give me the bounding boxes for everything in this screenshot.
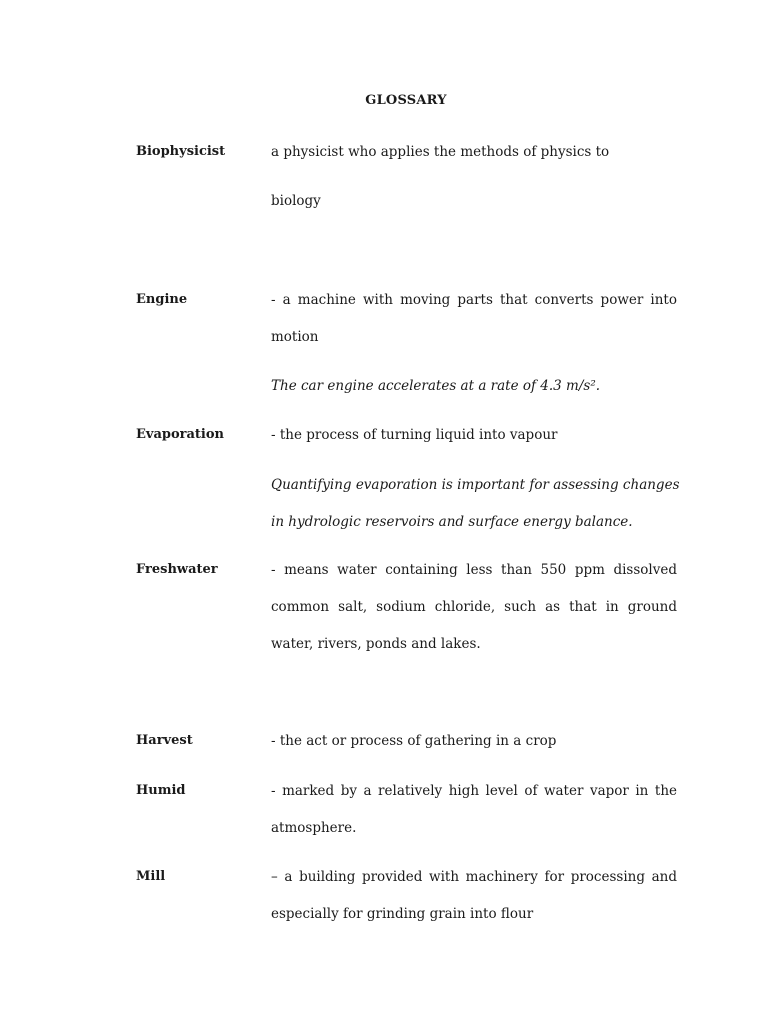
example-line: The car engine accelerates at a rate of 4.3 m/s². [271, 378, 601, 394]
definition-line: a physicist who applies the methods of physics to [271, 144, 610, 160]
term-engine: Engine [136, 292, 188, 307]
term-harvest: Harvest [136, 733, 193, 748]
definition-line: biology [271, 193, 321, 209]
term-freshwater: Freshwater [136, 562, 218, 577]
definition-line: - marked by a relatively high level of water vapor in the [271, 783, 677, 799]
definition-line: – a building provided with machinery for processing and [271, 869, 677, 885]
term-mill: Mill [136, 869, 166, 884]
definition-line: common salt, sodium chloride, such as that in ground [271, 599, 677, 615]
definition-line: - a machine with moving parts that converts power into [271, 292, 677, 308]
definition-line: - means water containing less than 550 ppm dissolved [271, 562, 677, 578]
page-title: GLOSSARY [365, 93, 447, 108]
example-line: in hydrologic reservoirs and surface energy balance. [271, 514, 633, 530]
example-line: Quantifying evaporation is important for assessing changes [271, 477, 680, 493]
definition-line: - the act or process of gathering in a crop [271, 733, 557, 749]
definition-line: - the process of turning liquid into vapour [271, 427, 558, 443]
definition-line: especially for grinding grain into flour [271, 906, 534, 922]
term-evaporation: Evaporation [136, 427, 224, 442]
term-humid: Humid [136, 783, 186, 798]
definition-line: atmosphere. [271, 820, 357, 836]
term-biophysicist: Biophysicist [136, 144, 226, 159]
definition-line: water, rivers, ponds and lakes. [271, 636, 481, 652]
definition-line: motion [271, 329, 319, 345]
